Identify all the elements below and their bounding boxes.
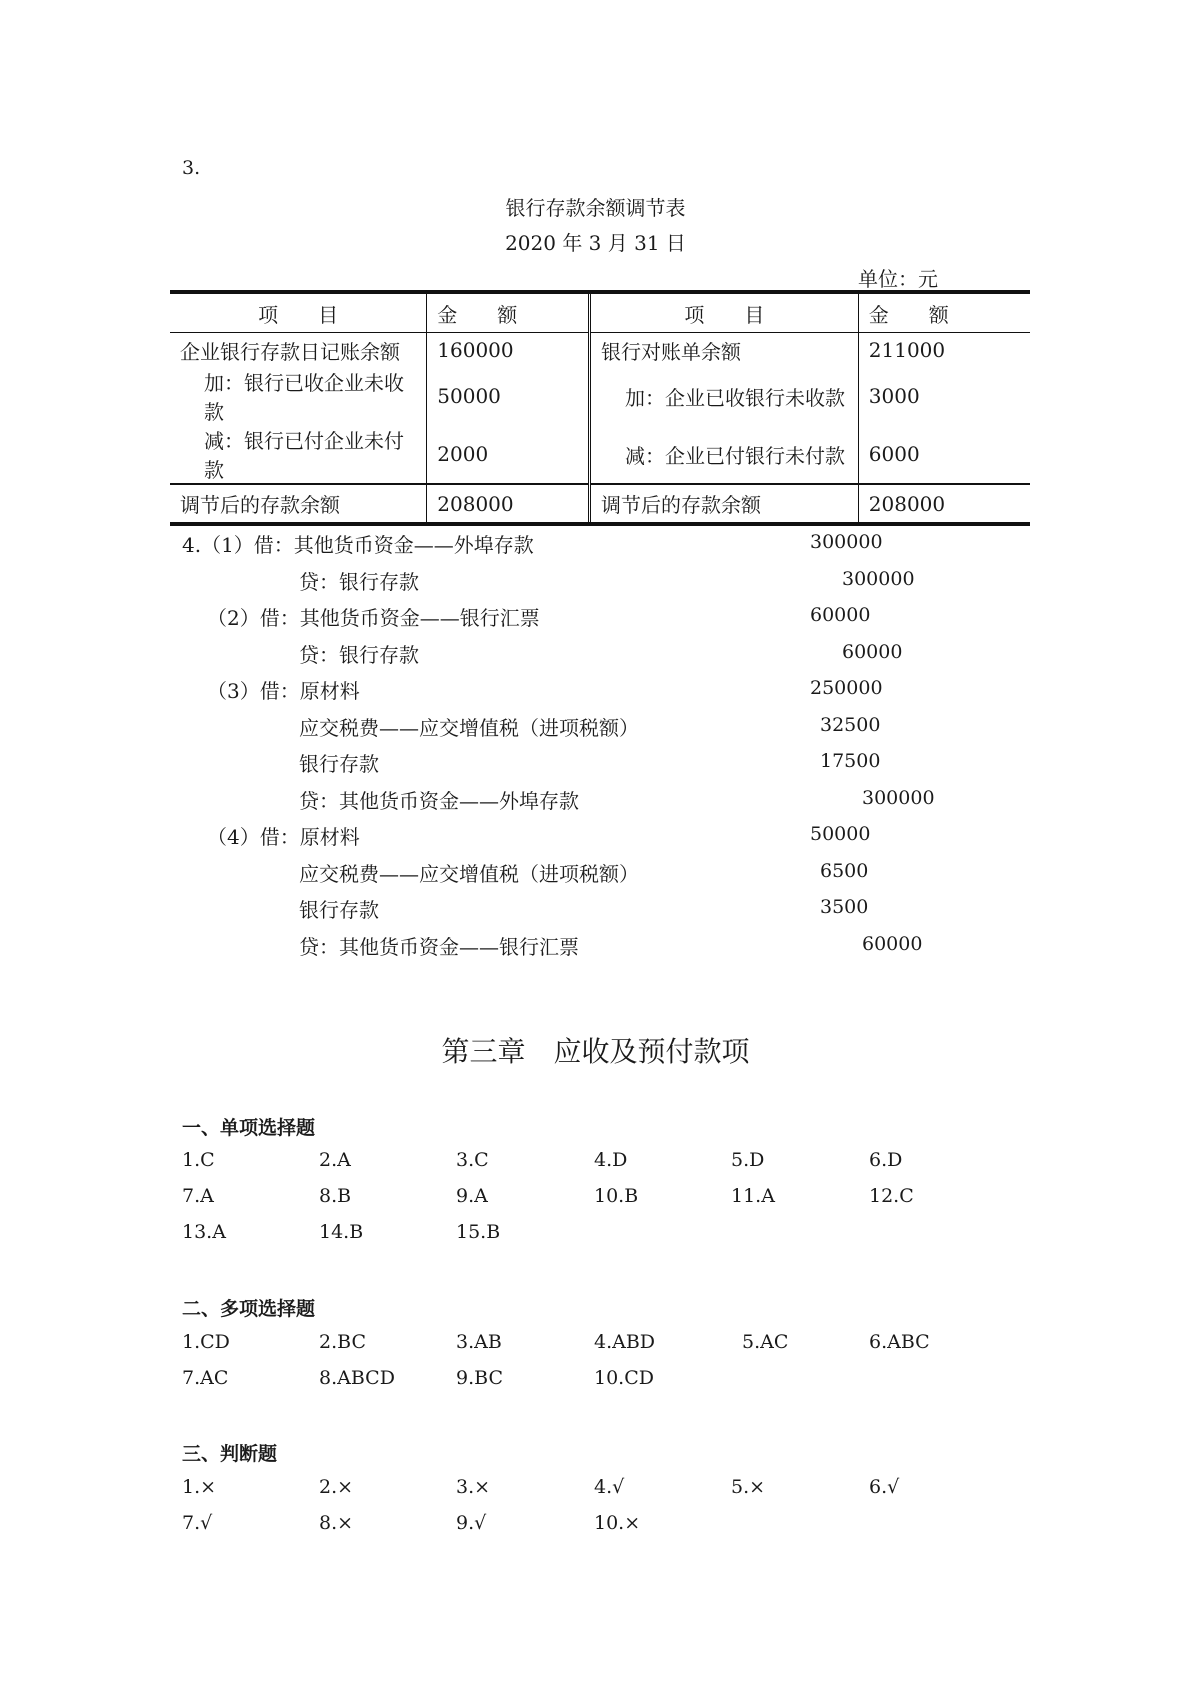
- answer-item: 6.ABC: [869, 1331, 930, 1353]
- journal-line: （2）借：其他货币资金——银行汇票: [207, 606, 540, 630]
- journal-line: 贷：其他货币资金——外埠存款: [299, 789, 579, 813]
- journal-line: 贷：银行存款: [299, 643, 419, 667]
- table-cell: 50000: [427, 367, 590, 425]
- answer-item: 13.A: [182, 1221, 226, 1243]
- table-date: 2020 年 3 月 31 日: [505, 231, 686, 255]
- journal-line: 贷：其他货币资金——银行汇票: [299, 935, 579, 959]
- answer-item: 15.B: [456, 1221, 501, 1243]
- multi-choice-heading: 二、多项选择题: [182, 1298, 316, 1320]
- journal-amount: 17500: [820, 750, 881, 772]
- answer-item: 5.D: [731, 1149, 765, 1171]
- table-header-row: [170, 292, 1030, 333]
- answer-item: 8.ABCD: [319, 1367, 395, 1389]
- table-cell: 减：企业已付银行未付款: [590, 425, 859, 484]
- journal-amount: 60000: [810, 604, 871, 626]
- answer-item: 1.CD: [182, 1331, 230, 1353]
- journal-line: 贷：银行存款: [299, 570, 419, 594]
- table-cell: 2000: [427, 425, 590, 484]
- table-cell: 调节后的存款余额: [590, 484, 859, 524]
- journal-line: （3）借：原材料: [207, 679, 360, 703]
- journal-amount: 6500: [820, 860, 869, 882]
- answer-item: 7.AC: [182, 1367, 229, 1389]
- answer-item: 8.×: [319, 1512, 354, 1534]
- table-cell: 211000: [858, 333, 1030, 368]
- table-cell: 208000: [427, 484, 590, 524]
- answer-item: 10.B: [594, 1185, 639, 1207]
- journal-line: 银行存款: [299, 898, 379, 922]
- answer-item: 6.D: [869, 1149, 903, 1171]
- answer-item: 2.×: [319, 1476, 354, 1498]
- answer-item: 14.B: [319, 1221, 364, 1243]
- table-cell: 208000: [858, 484, 1030, 524]
- journal-amount: 32500: [820, 714, 881, 736]
- answer-item: 11.A: [731, 1185, 775, 1207]
- journal-line: （4）借：原材料: [207, 825, 360, 849]
- answer-item: 10.×: [594, 1512, 641, 1534]
- answer-item: 1.×: [182, 1476, 217, 1498]
- table-cell: 3000: [858, 367, 1030, 425]
- journal-amount: 300000: [842, 568, 915, 590]
- journal-amount: 3500: [820, 896, 869, 918]
- table-row: [170, 367, 1030, 425]
- answer-item: 7.A: [182, 1185, 214, 1207]
- answer-item: 4.D: [594, 1149, 628, 1171]
- table-cell: 加：银行已收企业未收款: [204, 371, 404, 424]
- header-cell: 金 额: [858, 292, 1030, 333]
- answer-item: 8.B: [319, 1185, 352, 1207]
- answer-item: 3.C: [456, 1149, 489, 1171]
- answer-item: 3.×: [456, 1476, 491, 1498]
- table-cell: 企业银行存款日记账余额: [180, 339, 400, 364]
- table-row: [170, 425, 1030, 484]
- table-cell: 减：银行已付企业未付款: [204, 429, 404, 482]
- answer-item: 4.ABD: [594, 1331, 656, 1353]
- journal-amount: 250000: [810, 677, 883, 699]
- answer-item: 4.√: [594, 1476, 625, 1498]
- header-cell: 项 目: [590, 292, 859, 333]
- journal-line: 银行存款: [299, 752, 379, 776]
- answer-item: 5.×: [731, 1476, 766, 1498]
- answer-item: 6.√: [869, 1476, 900, 1498]
- unit-label: 单位：元: [858, 267, 938, 291]
- answer-item: 10.CD: [594, 1367, 654, 1389]
- journal-amount: 60000: [862, 933, 923, 955]
- journal-amount: 60000: [842, 641, 903, 663]
- table-cell: 调节后的存款余额: [170, 484, 427, 524]
- journal-line: 应交税费——应交增值税（进项税额）: [299, 716, 639, 740]
- answer-item: 12.C: [869, 1185, 914, 1207]
- reconciliation-table: [170, 290, 1030, 526]
- answer-item: 7.√: [182, 1512, 213, 1534]
- journal-amount: 300000: [810, 531, 883, 553]
- journal-amount: 300000: [862, 787, 935, 809]
- journal-amount: 50000: [810, 823, 871, 845]
- chapter-title: 第三章 应收及预付款项: [441, 1035, 750, 1068]
- single-choice-heading: 一、单项选择题: [182, 1117, 316, 1139]
- table-cell: 银行对账单余额: [590, 333, 859, 368]
- answer-item: 2.A: [319, 1149, 351, 1171]
- answer-item: 2.BC: [319, 1331, 366, 1353]
- answer-item: 5.AC: [742, 1331, 789, 1353]
- table-row: [170, 333, 1030, 368]
- answer-item: 9.A: [456, 1185, 488, 1207]
- header-cell: 金 额: [427, 292, 590, 333]
- answer-item: 9.BC: [456, 1367, 503, 1389]
- table-total-row: [170, 484, 1030, 524]
- true-false-heading: 三、判断题: [182, 1443, 278, 1465]
- table-cell: 6000: [858, 425, 1030, 484]
- table-cell: 加：企业已收银行未收款: [590, 367, 859, 425]
- table-title: 银行存款余额调节表: [505, 196, 686, 220]
- journal-line: 应交税费——应交增值税（进项税额）: [299, 862, 639, 886]
- answer-item: 1.C: [182, 1149, 215, 1171]
- answer-item: 3.AB: [456, 1331, 502, 1353]
- table-cell: 160000: [427, 333, 590, 368]
- journal-line: 4.（1）借：其他货币资金——外埠存款: [182, 533, 534, 557]
- header-cell: 项 目: [170, 292, 427, 333]
- answer-item: 9.√: [456, 1512, 487, 1534]
- section-number: 3.: [182, 157, 201, 179]
